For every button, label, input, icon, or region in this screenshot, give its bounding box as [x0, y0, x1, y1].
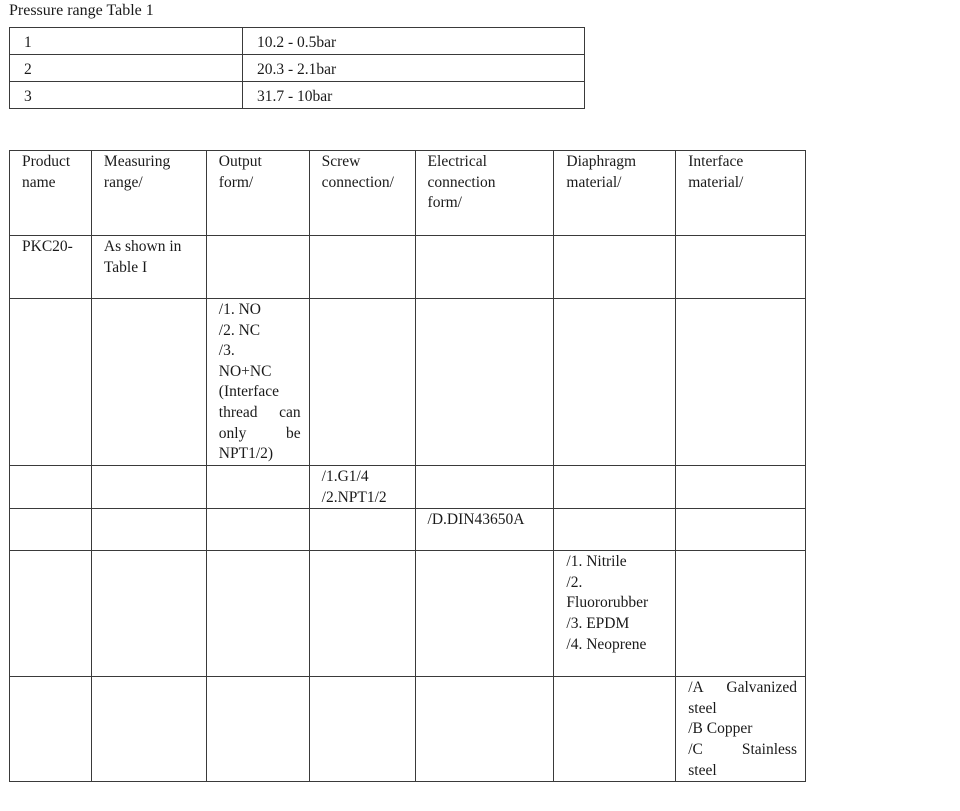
- table-row: [10, 677, 806, 782]
- output-form-cell: /1. NO /2. NC /3. NO+NC (Interface thread can only be NPT1/2): [206, 299, 309, 466]
- empty-cell: [309, 236, 415, 299]
- table-row: [10, 236, 806, 299]
- table-row: [10, 466, 806, 509]
- table-row: [10, 551, 806, 677]
- empty-cell: [10, 551, 92, 677]
- header-row: [10, 151, 806, 236]
- empty-cell: [91, 299, 206, 466]
- table-row: [10, 28, 585, 55]
- empty-cell: [554, 677, 676, 782]
- empty-cell: [10, 466, 92, 509]
- header-measuring-range: Measuring range/: [91, 151, 206, 236]
- empty-cell: [309, 551, 415, 677]
- empty-cell: [554, 236, 676, 299]
- header-diaphragm-material: Diaphragm material/: [554, 151, 676, 236]
- empty-cell: [415, 551, 554, 677]
- empty-cell: [10, 509, 92, 551]
- empty-cell: [10, 677, 92, 782]
- empty-cell: [206, 677, 309, 782]
- empty-cell: [676, 466, 806, 509]
- empty-cell: [415, 677, 554, 782]
- empty-cell: [309, 677, 415, 782]
- electrical-connection-cell: /D.DIN43650A: [415, 509, 554, 551]
- pressure-range-caption: Pressure range Table 1: [9, 2, 154, 19]
- empty-cell: [206, 551, 309, 677]
- range-number-cell: 3: [10, 82, 243, 109]
- empty-cell: [10, 299, 92, 466]
- empty-cell: [676, 299, 806, 466]
- screw-connection-cell: /1.G1/4 /2.NPT1/2: [309, 466, 415, 509]
- empty-cell: [91, 509, 206, 551]
- range-number-cell: 1: [10, 28, 243, 55]
- table-row: [10, 55, 585, 82]
- pressure-range-table: [9, 27, 585, 109]
- table-row: [10, 82, 585, 109]
- header-product-name: Product name: [10, 151, 92, 236]
- interface-material-cell: /A Galvanized steel /B Copper /C Stainless steel: [676, 677, 806, 782]
- product-spec-table: [9, 150, 806, 782]
- diaphragm-material-cell: /1. Nitrile /2. Fluororubber /3. EPDM /4. Neoprene: [554, 551, 676, 677]
- header-screw-connection: Screw connection/: [309, 151, 415, 236]
- empty-cell: [415, 299, 554, 466]
- empty-cell: [206, 509, 309, 551]
- empty-cell: [676, 236, 806, 299]
- empty-cell: [206, 236, 309, 299]
- empty-cell: [415, 466, 554, 509]
- range-value-cell: 31.7 - 10bar: [243, 82, 585, 109]
- empty-cell: [554, 466, 676, 509]
- measuring-range-cell: As shown in Table I: [91, 236, 206, 299]
- empty-cell: [676, 551, 806, 677]
- range-number-cell: 2: [10, 55, 243, 82]
- empty-cell: [91, 677, 206, 782]
- empty-cell: [554, 509, 676, 551]
- empty-cell: [309, 299, 415, 466]
- range-value-cell: 10.2 - 0.5bar: [243, 28, 585, 55]
- table-row: [10, 509, 806, 551]
- empty-cell: [309, 509, 415, 551]
- empty-cell: [415, 236, 554, 299]
- empty-cell: [91, 466, 206, 509]
- product-name-cell: PKC20-: [10, 236, 92, 299]
- header-interface-material: Interface material/: [676, 151, 806, 236]
- table-row: [10, 299, 806, 466]
- empty-cell: [206, 466, 309, 509]
- empty-cell: [554, 299, 676, 466]
- header-electrical-connection: Electrical connection form/: [415, 151, 554, 236]
- range-value-cell: 20.3 - 2.1bar: [243, 55, 585, 82]
- empty-cell: [91, 551, 206, 677]
- empty-cell: [676, 509, 806, 551]
- header-output-form: Output form/: [206, 151, 309, 236]
